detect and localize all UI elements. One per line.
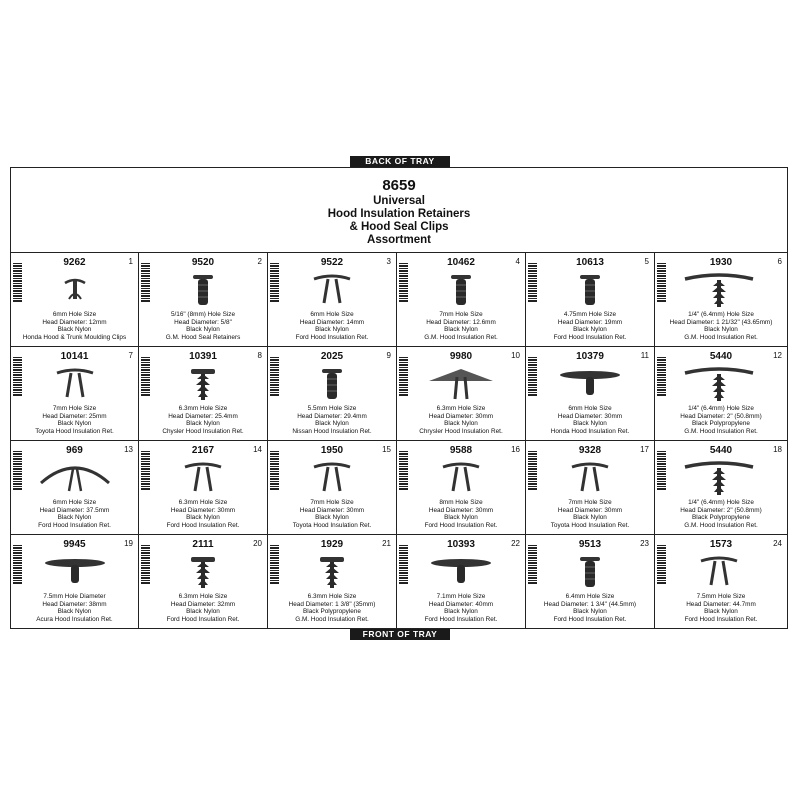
description-line: Head Diameter: 40mm	[428, 600, 494, 608]
part-description	[655, 499, 787, 529]
description-line: Black Nylon	[444, 326, 478, 334]
description-line: Black Nylon	[704, 608, 738, 616]
slot-number: 20	[253, 539, 262, 548]
part-number: 10379	[576, 351, 604, 362]
slot-number: 24	[773, 539, 782, 548]
description-line: 6.3mm Hole Size	[178, 499, 228, 506]
description-line: Ford Hood Insulation Ret.	[38, 521, 111, 529]
part-description	[268, 311, 396, 341]
description-line: Head Diameter: 44.7mm	[686, 600, 756, 608]
barcode	[528, 357, 537, 397]
slot-number: 16	[511, 445, 520, 454]
description-line: Black Nylon	[57, 326, 92, 334]
title-line-4: Assortment	[367, 234, 431, 246]
umbrella-clip-icon	[421, 363, 501, 405]
part-description	[268, 593, 396, 623]
fir-tree-icon	[163, 363, 243, 405]
fir-tree-icon	[163, 551, 243, 593]
description-line: Head Diameter: 1 21/32" (43.65mm)	[669, 318, 773, 326]
description-line: Ford Hood Insulation Ret.	[424, 521, 498, 529]
description-line: Toyota Hood Insulation Ret.	[292, 521, 372, 529]
description-line: Honda Hood Insulation Ret.	[550, 427, 630, 435]
description-line: Black Nylon	[573, 326, 607, 334]
part-number: 1929	[320, 539, 344, 550]
description-line: Head Diameter: 32mm	[170, 600, 236, 608]
description-line: Head Diameter: 14mm	[299, 318, 365, 326]
part-description	[268, 499, 396, 529]
part-number: 10141	[60, 351, 89, 362]
part-description	[139, 593, 267, 623]
description-line: 7mm Hole Size	[310, 499, 354, 506]
description-line: 7mm Hole Size	[52, 405, 97, 412]
barcode	[270, 545, 279, 585]
slot-number: 8	[257, 351, 262, 360]
part-number: 9328	[578, 445, 602, 456]
description-line: Head Diameter: 5/8"	[174, 318, 232, 326]
back-of-tray-label: BACK OF TRAY	[350, 156, 450, 167]
barcode	[13, 451, 22, 491]
barcode	[528, 451, 537, 491]
disc-clip-icon	[550, 363, 630, 405]
part-description	[397, 593, 525, 623]
description-line: Head Diameter: 30mm	[557, 506, 623, 514]
slot-number: 14	[253, 445, 262, 454]
part-number: 9945	[63, 539, 86, 550]
description-line: Head Diameter: 12.6mm	[426, 318, 496, 326]
description-line: 7.1mm Hole Size	[436, 593, 486, 600]
slot-number: 9	[386, 351, 391, 360]
description-line: Head Diameter: 37.5mm	[39, 506, 110, 514]
part-number: 10613	[576, 257, 604, 268]
split-clip-icon	[679, 551, 759, 593]
description-line: G.M. Hood Insulation Ret.	[295, 615, 369, 623]
part-number: 1573	[709, 539, 733, 550]
description-line: Black Nylon	[186, 420, 220, 428]
compartment	[11, 441, 139, 535]
description-line: G.M. Hood Insulation Ret.	[424, 333, 498, 341]
slot-number: 17	[640, 445, 649, 454]
barcode	[270, 357, 279, 397]
barcode	[528, 545, 537, 585]
description-line: Black Nylon	[573, 420, 607, 428]
part-description	[397, 405, 525, 435]
slot-number: 2	[257, 257, 262, 266]
description-line: Head Diameter: 30mm	[428, 506, 494, 514]
description-line: G.M. Hood Insulation Ret.	[684, 333, 758, 341]
compartment	[655, 347, 787, 441]
description-line: 8mm Hole Size	[439, 499, 483, 506]
description-line: 1/4" (6.4mm) Hole Size	[688, 405, 754, 412]
compartment	[11, 535, 139, 628]
description-line: G.M. Hood Insulation Ret.	[684, 427, 758, 435]
description-line: 6.3mm Hole Size	[178, 405, 228, 412]
part-number: 9588	[449, 445, 473, 456]
barcode	[141, 357, 150, 397]
part-number: 969	[66, 445, 83, 456]
title-line-2: Hood Insulation Retainers	[327, 208, 471, 220]
split-clip-icon	[550, 457, 630, 499]
anchor-clip-icon	[35, 269, 115, 311]
part-description	[139, 405, 267, 435]
slot-number: 12	[773, 351, 782, 360]
part-number: 5440	[709, 351, 733, 362]
part-number: 2167	[191, 445, 215, 456]
description-line: Head Diameter: 30mm	[557, 412, 623, 420]
description-line: Head Diameter: 1 3/4" (44.5mm)	[543, 600, 637, 608]
description-line: Ford Hood Insulation Ret.	[295, 333, 369, 341]
split-clip-icon	[292, 269, 372, 311]
barcode	[13, 545, 22, 585]
description-line: 6.3mm Hole Size	[178, 593, 228, 600]
description-line: Black Nylon	[444, 420, 478, 428]
description-line: 7mm Hole Size	[439, 311, 483, 318]
part-description	[655, 593, 787, 623]
wide-fir-tree-icon	[679, 363, 759, 405]
description-line: Black Nylon	[57, 420, 92, 428]
part-description	[11, 311, 138, 341]
description-line: 5/16" (8mm) Hole Size	[170, 311, 236, 318]
split-clip-icon	[163, 457, 243, 499]
description-line: 4.75mm Hole Size	[563, 311, 617, 318]
description-line: Ford Hood Insulation Ret.	[166, 521, 240, 529]
barcode	[141, 545, 150, 585]
part-number: 9520	[191, 257, 215, 268]
compartment-grid	[11, 253, 787, 628]
description-line: Black Nylon	[186, 608, 220, 616]
wide-fir-tree-icon	[679, 457, 759, 499]
slot-number: 18	[773, 445, 782, 454]
description-line: Black Nylon	[315, 420, 349, 428]
slot-number: 5	[644, 257, 649, 266]
description-line: 6.4mm Hole Size	[565, 593, 615, 600]
arch-clip-icon	[35, 457, 115, 499]
front-of-tray-label: FRONT OF TRAY	[350, 629, 450, 640]
barcode	[13, 263, 22, 303]
part-number: 1950	[320, 445, 344, 456]
part-description	[655, 405, 787, 435]
description-line: Head Diameter: 19mm	[557, 318, 623, 326]
description-line: Head Diameter: 29.4mm	[297, 412, 367, 420]
compartment	[268, 347, 397, 441]
description-line: Head Diameter: 25.4mm	[168, 412, 238, 420]
description-line: 7mm Hole Size	[568, 499, 612, 506]
description-line: 6mm Hole Size	[310, 311, 354, 318]
description-line: Head Diameter: 30mm	[170, 506, 236, 514]
description-line: 6.3mm Hole Size	[436, 405, 486, 412]
compartment	[139, 441, 268, 535]
compartment	[397, 535, 526, 628]
description-line: Black Nylon	[444, 514, 478, 522]
part-description	[526, 405, 654, 435]
compartment	[397, 347, 526, 441]
description-line: Black Nylon	[573, 514, 607, 522]
part-number: 9522	[320, 257, 344, 268]
slot-number: 6	[777, 257, 782, 266]
description-line: Black Polypropylene	[692, 420, 750, 428]
description-line: Head Diameter: 38mm	[42, 600, 107, 608]
part-description	[11, 593, 138, 623]
kit-number: 8659	[382, 177, 416, 194]
compartment	[11, 253, 139, 347]
description-line: Acura Hood Insulation Ret.	[36, 615, 113, 623]
compartment	[268, 253, 397, 347]
compartment	[526, 441, 655, 535]
barcode	[13, 357, 22, 397]
barcode	[657, 263, 666, 303]
barcode	[399, 451, 408, 491]
push-rivet-icon	[163, 269, 243, 311]
slot-number: 19	[124, 539, 133, 548]
part-number: 9980	[449, 351, 473, 362]
compartment	[526, 253, 655, 347]
part-description	[526, 311, 654, 341]
description-line: Black Polypropylene	[303, 608, 361, 616]
slot-number: 4	[515, 257, 520, 266]
barcode	[399, 357, 408, 397]
compartment	[526, 535, 655, 628]
disc-clip-icon	[35, 551, 115, 593]
description-line: Black Nylon	[57, 514, 92, 522]
description-line: Honda Hood & Trunk Moulding Clips	[22, 333, 127, 341]
description-line: Nissan Hood Insulation Ret.	[292, 427, 372, 435]
part-description	[397, 311, 525, 341]
description-line: Black Nylon	[315, 514, 349, 522]
disc-clip-icon	[421, 551, 501, 593]
part-description	[526, 499, 654, 529]
part-number: 2111	[192, 539, 214, 550]
description-line: Chrysler Hood Insulation Ret.	[419, 427, 503, 435]
description-line: Ford Hood Insulation Ret.	[424, 615, 498, 623]
slot-number: 3	[386, 257, 391, 266]
compartment	[268, 441, 397, 535]
description-line: Ford Hood Insulation Ret.	[553, 333, 627, 341]
description-line: Ford Hood Insulation Ret.	[553, 615, 627, 623]
wide-fir-tree-icon	[679, 269, 759, 311]
part-description	[268, 405, 396, 435]
slot-number: 10	[511, 351, 520, 360]
part-description	[655, 311, 787, 341]
compartment	[655, 441, 787, 535]
description-line: Head Diameter: 30mm	[428, 412, 494, 420]
slot-number: 1	[128, 257, 133, 266]
description-line: Head Diameter: 25mm	[42, 412, 107, 420]
description-line: Black Nylon	[57, 608, 92, 616]
split-clip-icon	[292, 457, 372, 499]
compartment	[11, 347, 139, 441]
barcode	[528, 263, 537, 303]
barcode	[270, 263, 279, 303]
description-line: Black Nylon	[444, 608, 478, 616]
description-line: Chysler Hood Insulation Ret.	[162, 427, 244, 435]
part-number: 5440	[709, 445, 733, 456]
slot-number: 23	[640, 539, 649, 548]
description-line: Ford Hood Insulation Ret.	[684, 615, 758, 623]
push-rivet-icon	[421, 269, 501, 311]
description-line: G.M. Hood Seal Retainers	[165, 333, 241, 341]
description-line: 1/4" (6.4mm) Hole Size	[688, 311, 754, 318]
compartment	[397, 441, 526, 535]
description-line: Black Nylon	[573, 608, 607, 616]
slot-number: 15	[382, 445, 391, 454]
description-line: 6mm Hole Size	[52, 311, 97, 318]
split-clip-icon	[421, 457, 501, 499]
push-rivet-icon	[550, 551, 630, 593]
tray	[10, 167, 788, 629]
barcode	[141, 263, 150, 303]
description-line: Toyota Hood Insulation Ret.	[550, 521, 630, 529]
description-line: Head Diameter: 12mm	[42, 318, 107, 326]
description-line: Black Nylon	[704, 326, 738, 334]
description-line: Black Nylon	[186, 326, 220, 334]
part-number: 10393	[447, 539, 475, 550]
slot-number: 22	[511, 539, 520, 548]
barcode	[399, 263, 408, 303]
slot-number: 7	[128, 351, 133, 360]
part-number: 2025	[320, 351, 344, 362]
compartment	[526, 347, 655, 441]
push-rivet-icon	[292, 363, 372, 405]
description-line: Black Nylon	[186, 514, 220, 522]
barcode	[141, 451, 150, 491]
part-description	[11, 499, 138, 529]
description-line: Head Diameter: 1 3/8" (35mm)	[288, 600, 376, 608]
part-number: 10462	[447, 257, 475, 268]
barcode	[657, 545, 666, 585]
description-line: Head Diameter: 2" (50.8mm)	[680, 412, 762, 420]
push-rivet-icon	[550, 269, 630, 311]
description-line: 7.5mm Hole Size	[696, 593, 746, 600]
slot-number: 21	[382, 539, 391, 548]
part-description	[139, 499, 267, 529]
description-line: Head Diameter: 30mm	[299, 506, 365, 514]
part-description	[11, 405, 138, 435]
compartment	[139, 347, 268, 441]
description-line: 7.5mm Hole Diameter	[43, 593, 106, 600]
description-line: Toyota Hood Insulation Ret.	[35, 427, 114, 435]
barcode	[270, 451, 279, 491]
slot-number: 13	[124, 445, 133, 454]
description-line: G.M. Hood Insulation Ret.	[684, 521, 758, 529]
compartment	[139, 535, 268, 628]
barcode	[657, 451, 666, 491]
barcode	[657, 357, 666, 397]
description-line: 6mm Hole Size	[52, 499, 97, 506]
description-line: Black Polypropylene	[692, 514, 750, 522]
split-clip-icon	[35, 363, 115, 405]
part-number: 9262	[63, 257, 86, 268]
part-description	[139, 311, 267, 341]
description-line: Black Nylon	[315, 326, 349, 334]
description-line: 6.3mm Hole Size	[307, 593, 357, 600]
compartment	[268, 535, 397, 628]
description-line: Head Diameter: 2" (50.8mm)	[680, 506, 762, 514]
title-line-1: Universal	[373, 195, 425, 207]
part-number: 1930	[709, 257, 733, 268]
part-description	[397, 499, 525, 529]
barcode	[399, 545, 408, 585]
title-line-3: & Hood Seal Clips	[349, 221, 449, 233]
tray-header	[11, 168, 787, 253]
description-line: 5.5mm Hole Size	[307, 405, 357, 412]
part-number: 10391	[189, 351, 217, 362]
compartment	[139, 253, 268, 347]
part-number: 9513	[578, 539, 602, 550]
fir-tree-icon	[292, 551, 372, 593]
compartment	[397, 253, 526, 347]
description-line: 1/4" (6.4mm) Hole Size	[688, 499, 754, 506]
description-line: Ford Hood Insulation Ret.	[166, 615, 240, 623]
part-description	[526, 593, 654, 623]
description-line: 6mm Hole Size	[568, 405, 612, 412]
compartment	[655, 253, 787, 347]
compartment	[655, 535, 787, 628]
slot-number: 11	[640, 351, 649, 360]
